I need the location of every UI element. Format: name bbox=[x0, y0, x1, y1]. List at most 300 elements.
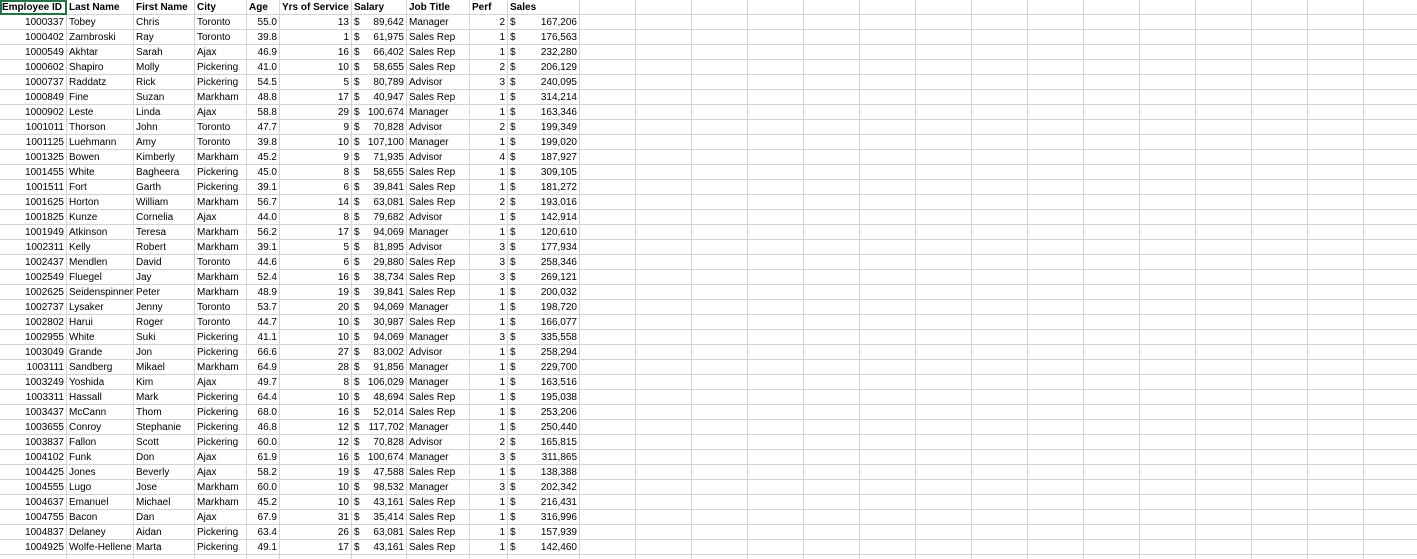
empty-cell[interactable] bbox=[748, 555, 804, 559]
empty-cell[interactable] bbox=[1252, 180, 1308, 195]
empty-cell[interactable] bbox=[1364, 495, 1417, 510]
cell-sales[interactable] bbox=[508, 390, 580, 405]
cell-sales[interactable] bbox=[508, 510, 580, 525]
empty-cell[interactable] bbox=[1308, 0, 1364, 15]
empty-cell[interactable] bbox=[1196, 150, 1252, 165]
empty-cell[interactable] bbox=[1308, 555, 1364, 559]
cell-city[interactable]: Pickering bbox=[195, 165, 247, 180]
cell-perf[interactable]: 1 bbox=[470, 465, 508, 480]
cell-age[interactable]: 63.4 bbox=[247, 525, 280, 540]
empty-cell[interactable] bbox=[1308, 510, 1364, 525]
empty-cell[interactable] bbox=[1196, 480, 1252, 495]
empty-cell[interactable] bbox=[1364, 90, 1417, 105]
empty-cell[interactable] bbox=[1308, 465, 1364, 480]
empty-cell[interactable] bbox=[1140, 135, 1196, 150]
cell-salary[interactable] bbox=[352, 285, 407, 300]
empty-cell[interactable] bbox=[1084, 480, 1140, 495]
cell-job-title[interactable]: Advisor bbox=[407, 240, 470, 255]
empty-cell[interactable] bbox=[636, 195, 692, 210]
empty-cell[interactable] bbox=[580, 450, 636, 465]
cell-yrs-of-service[interactable]: 10 bbox=[280, 315, 352, 330]
empty-cell[interactable] bbox=[804, 450, 860, 465]
cell-yrs-of-service[interactable]: 12 bbox=[280, 420, 352, 435]
empty-cell[interactable] bbox=[1308, 240, 1364, 255]
empty-cell[interactable] bbox=[580, 75, 636, 90]
empty-cell[interactable] bbox=[1196, 165, 1252, 180]
cell-first-name[interactable]: Bagheera bbox=[134, 165, 195, 180]
cell-first-name[interactable]: Michael bbox=[134, 495, 195, 510]
cell-city[interactable]: Toronto bbox=[195, 15, 247, 30]
cell-yrs-of-service[interactable]: 10 bbox=[280, 480, 352, 495]
empty-cell[interactable] bbox=[804, 285, 860, 300]
cell-first-name[interactable]: Kim bbox=[134, 375, 195, 390]
empty-cell[interactable] bbox=[636, 225, 692, 240]
cell-first-name[interactable]: William bbox=[134, 195, 195, 210]
empty-cell[interactable] bbox=[1196, 300, 1252, 315]
empty-cell[interactable] bbox=[1252, 240, 1308, 255]
empty-cell[interactable] bbox=[636, 60, 692, 75]
empty-cell[interactable] bbox=[1364, 345, 1417, 360]
cell-age[interactable]: 55.0 bbox=[247, 15, 280, 30]
cell-first-name[interactable]: Chris bbox=[134, 15, 195, 30]
empty-cell[interactable] bbox=[916, 0, 972, 15]
header-salary[interactable]: Salary bbox=[352, 0, 407, 15]
cell-first-name[interactable] bbox=[134, 555, 195, 559]
empty-cell[interactable] bbox=[1140, 60, 1196, 75]
empty-cell[interactable] bbox=[1364, 60, 1417, 75]
cell-salary[interactable] bbox=[352, 150, 407, 165]
cell-perf[interactable]: 1 bbox=[470, 315, 508, 330]
cell-job-title[interactable]: Manager bbox=[407, 480, 470, 495]
cell-salary[interactable] bbox=[352, 165, 407, 180]
empty-cell[interactable] bbox=[636, 75, 692, 90]
empty-cell[interactable] bbox=[1252, 300, 1308, 315]
empty-cell[interactable] bbox=[1084, 315, 1140, 330]
cell-perf[interactable]: 1 bbox=[470, 105, 508, 120]
empty-cell[interactable] bbox=[1252, 60, 1308, 75]
cell-city[interactable]: Toronto bbox=[195, 30, 247, 45]
empty-cell[interactable] bbox=[692, 330, 748, 345]
empty-cell[interactable] bbox=[580, 90, 636, 105]
cell-perf[interactable]: 1 bbox=[470, 90, 508, 105]
empty-cell[interactable] bbox=[748, 420, 804, 435]
empty-cell[interactable] bbox=[1252, 90, 1308, 105]
empty-cell[interactable] bbox=[580, 285, 636, 300]
cell-city[interactable]: Ajax bbox=[195, 375, 247, 390]
cell-job-title[interactable]: Manager bbox=[407, 375, 470, 390]
empty-cell[interactable] bbox=[1252, 375, 1308, 390]
empty-cell[interactable] bbox=[580, 525, 636, 540]
empty-cell[interactable] bbox=[636, 105, 692, 120]
empty-cell[interactable] bbox=[1140, 150, 1196, 165]
empty-cell[interactable] bbox=[748, 450, 804, 465]
cell-last-name[interactable]: Fallon bbox=[67, 435, 134, 450]
empty-cell[interactable] bbox=[1308, 330, 1364, 345]
cell-yrs-of-service[interactable]: 20 bbox=[280, 300, 352, 315]
empty-cell[interactable] bbox=[1028, 405, 1084, 420]
cell-city[interactable]: Ajax bbox=[195, 450, 247, 465]
empty-cell[interactable] bbox=[692, 60, 748, 75]
cell-employee-id[interactable]: 1004837 bbox=[0, 525, 67, 540]
empty-cell[interactable] bbox=[636, 255, 692, 270]
empty-cell[interactable] bbox=[804, 435, 860, 450]
empty-cell[interactable] bbox=[1252, 555, 1308, 559]
empty-cell[interactable] bbox=[1364, 390, 1417, 405]
cell-first-name[interactable]: Rick bbox=[134, 75, 195, 90]
empty-cell[interactable] bbox=[1140, 195, 1196, 210]
cell-city[interactable]: Toronto bbox=[195, 135, 247, 150]
empty-cell[interactable] bbox=[748, 0, 804, 15]
empty-cell[interactable] bbox=[580, 225, 636, 240]
cell-job-title[interactable]: Manager bbox=[407, 420, 470, 435]
cell-perf[interactable]: 2 bbox=[470, 435, 508, 450]
empty-cell[interactable] bbox=[748, 480, 804, 495]
empty-cell[interactable] bbox=[1364, 405, 1417, 420]
empty-cell[interactable] bbox=[1140, 0, 1196, 15]
empty-cell[interactable] bbox=[916, 525, 972, 540]
empty-cell[interactable] bbox=[860, 480, 916, 495]
empty-cell[interactable] bbox=[804, 360, 860, 375]
empty-cell[interactable] bbox=[1364, 480, 1417, 495]
empty-cell[interactable] bbox=[1140, 225, 1196, 240]
empty-cell[interactable] bbox=[692, 15, 748, 30]
empty-cell[interactable] bbox=[580, 240, 636, 255]
cell-age[interactable]: 60.0 bbox=[247, 480, 280, 495]
empty-cell[interactable] bbox=[1140, 120, 1196, 135]
empty-cell[interactable] bbox=[1308, 15, 1364, 30]
empty-cell[interactable] bbox=[1308, 390, 1364, 405]
cell-first-name[interactable]: Garth bbox=[134, 180, 195, 195]
empty-cell[interactable] bbox=[1028, 90, 1084, 105]
empty-cell[interactable] bbox=[1140, 90, 1196, 105]
empty-cell[interactable] bbox=[692, 375, 748, 390]
cell-job-title[interactable]: Advisor bbox=[407, 120, 470, 135]
cell-age[interactable]: 54.5 bbox=[247, 75, 280, 90]
cell-job-title[interactable]: Sales Rep bbox=[407, 60, 470, 75]
empty-cell[interactable] bbox=[1140, 360, 1196, 375]
empty-cell[interactable] bbox=[1140, 495, 1196, 510]
empty-cell[interactable] bbox=[580, 180, 636, 195]
empty-cell[interactable] bbox=[748, 285, 804, 300]
cell-last-name[interactable]: Leste bbox=[67, 105, 134, 120]
cell-sales[interactable] bbox=[508, 240, 580, 255]
cell-first-name[interactable]: Roger bbox=[134, 315, 195, 330]
cell-employee-id[interactable]: 1000737 bbox=[0, 75, 67, 90]
empty-cell[interactable] bbox=[972, 300, 1028, 315]
cell-age[interactable]: 41.1 bbox=[247, 330, 280, 345]
cell-city[interactable]: Toronto bbox=[195, 255, 247, 270]
empty-cell[interactable] bbox=[1140, 375, 1196, 390]
empty-cell[interactable] bbox=[1252, 45, 1308, 60]
cell-salary[interactable] bbox=[352, 555, 407, 559]
empty-cell[interactable] bbox=[748, 240, 804, 255]
cell-perf[interactable]: 2 bbox=[470, 15, 508, 30]
cell-salary[interactable] bbox=[352, 480, 407, 495]
empty-cell[interactable] bbox=[580, 0, 636, 15]
empty-cell[interactable] bbox=[1308, 195, 1364, 210]
empty-cell[interactable] bbox=[1364, 270, 1417, 285]
empty-cell[interactable] bbox=[1308, 75, 1364, 90]
empty-cell[interactable] bbox=[972, 450, 1028, 465]
cell-salary[interactable] bbox=[352, 540, 407, 555]
cell-first-name[interactable]: Jenny bbox=[134, 300, 195, 315]
empty-cell[interactable] bbox=[692, 510, 748, 525]
empty-cell[interactable] bbox=[860, 165, 916, 180]
empty-cell[interactable] bbox=[1084, 60, 1140, 75]
empty-cell[interactable] bbox=[692, 120, 748, 135]
empty-cell[interactable] bbox=[1196, 525, 1252, 540]
cell-sales[interactable] bbox=[508, 210, 580, 225]
empty-cell[interactable] bbox=[972, 480, 1028, 495]
empty-cell[interactable] bbox=[692, 105, 748, 120]
empty-cell[interactable] bbox=[748, 255, 804, 270]
empty-cell[interactable] bbox=[636, 360, 692, 375]
empty-cell[interactable] bbox=[748, 315, 804, 330]
empty-cell[interactable] bbox=[1084, 450, 1140, 465]
empty-cell[interactable] bbox=[916, 420, 972, 435]
cell-perf[interactable]: 1 bbox=[470, 525, 508, 540]
empty-cell[interactable] bbox=[860, 330, 916, 345]
empty-cell[interactable] bbox=[1084, 495, 1140, 510]
empty-cell[interactable] bbox=[1140, 15, 1196, 30]
cell-job-title[interactable]: Advisor bbox=[407, 150, 470, 165]
empty-cell[interactable] bbox=[1084, 45, 1140, 60]
cell-yrs-of-service[interactable]: 17 bbox=[280, 540, 352, 555]
cell-yrs-of-service[interactable]: 1 bbox=[280, 30, 352, 45]
empty-cell[interactable] bbox=[1196, 285, 1252, 300]
cell-first-name[interactable]: Cornelia bbox=[134, 210, 195, 225]
cell-city[interactable]: Pickering bbox=[195, 405, 247, 420]
empty-cell[interactable] bbox=[636, 300, 692, 315]
cell-city[interactable]: Ajax bbox=[195, 210, 247, 225]
empty-cell[interactable] bbox=[1364, 555, 1417, 559]
empty-cell[interactable] bbox=[1140, 390, 1196, 405]
cell-city[interactable]: Markham bbox=[195, 360, 247, 375]
cell-employee-id[interactable]: 1001325 bbox=[0, 150, 67, 165]
empty-cell[interactable] bbox=[916, 435, 972, 450]
empty-cell[interactable] bbox=[636, 330, 692, 345]
empty-cell[interactable] bbox=[860, 105, 916, 120]
empty-cell[interactable] bbox=[916, 315, 972, 330]
empty-cell[interactable] bbox=[860, 90, 916, 105]
empty-cell[interactable] bbox=[748, 360, 804, 375]
cell-employee-id[interactable]: 1000549 bbox=[0, 45, 67, 60]
empty-cell[interactable] bbox=[1196, 375, 1252, 390]
empty-cell[interactable] bbox=[692, 165, 748, 180]
empty-cell[interactable] bbox=[860, 75, 916, 90]
cell-employee-id[interactable]: 1001625 bbox=[0, 195, 67, 210]
empty-cell[interactable] bbox=[580, 360, 636, 375]
empty-cell[interactable] bbox=[860, 420, 916, 435]
cell-perf[interactable]: 1 bbox=[470, 360, 508, 375]
empty-cell[interactable] bbox=[1196, 495, 1252, 510]
empty-cell[interactable] bbox=[1364, 300, 1417, 315]
cell-perf[interactable]: 2 bbox=[470, 195, 508, 210]
empty-cell[interactable] bbox=[804, 75, 860, 90]
cell-city[interactable]: Toronto bbox=[195, 300, 247, 315]
empty-cell[interactable] bbox=[636, 390, 692, 405]
cell-last-name[interactable]: Conroy bbox=[67, 420, 134, 435]
empty-cell[interactable] bbox=[1196, 30, 1252, 45]
cell-salary[interactable] bbox=[352, 210, 407, 225]
empty-cell[interactable] bbox=[972, 135, 1028, 150]
empty-cell[interactable] bbox=[692, 405, 748, 420]
cell-salary[interactable] bbox=[352, 465, 407, 480]
empty-cell[interactable] bbox=[692, 135, 748, 150]
cell-perf[interactable] bbox=[470, 555, 508, 559]
cell-sales[interactable] bbox=[508, 555, 580, 559]
cell-perf[interactable]: 1 bbox=[470, 375, 508, 390]
empty-cell[interactable] bbox=[860, 15, 916, 30]
empty-cell[interactable] bbox=[1140, 405, 1196, 420]
header-sales[interactable]: Sales bbox=[508, 0, 580, 15]
cell-salary[interactable] bbox=[352, 90, 407, 105]
cell-job-title[interactable] bbox=[407, 555, 470, 559]
empty-cell[interactable] bbox=[916, 15, 972, 30]
cell-age[interactable]: 56.7 bbox=[247, 195, 280, 210]
header-job-title[interactable]: Job Title bbox=[407, 0, 470, 15]
cell-sales[interactable] bbox=[508, 540, 580, 555]
cell-job-title[interactable]: Advisor bbox=[407, 345, 470, 360]
empty-cell[interactable] bbox=[860, 120, 916, 135]
cell-sales[interactable] bbox=[508, 255, 580, 270]
empty-cell[interactable] bbox=[1252, 135, 1308, 150]
empty-cell[interactable] bbox=[636, 120, 692, 135]
empty-cell[interactable] bbox=[972, 45, 1028, 60]
empty-cell[interactable] bbox=[1084, 0, 1140, 15]
cell-sales[interactable] bbox=[508, 75, 580, 90]
empty-cell[interactable] bbox=[804, 225, 860, 240]
cell-first-name[interactable]: Jose bbox=[134, 480, 195, 495]
empty-cell[interactable] bbox=[1308, 495, 1364, 510]
empty-cell[interactable] bbox=[860, 60, 916, 75]
empty-cell[interactable] bbox=[692, 360, 748, 375]
cell-job-title[interactable]: Manager bbox=[407, 450, 470, 465]
empty-cell[interactable] bbox=[748, 525, 804, 540]
empty-cell[interactable] bbox=[1196, 135, 1252, 150]
cell-sales[interactable] bbox=[508, 375, 580, 390]
empty-cell[interactable] bbox=[692, 435, 748, 450]
cell-age[interactable]: 48.9 bbox=[247, 285, 280, 300]
cell-job-title[interactable]: Sales Rep bbox=[407, 405, 470, 420]
cell-job-title[interactable]: Sales Rep bbox=[407, 270, 470, 285]
header-employee-id[interactable]: Employee ID bbox=[0, 0, 67, 15]
cell-employee-id[interactable]: 1003655 bbox=[0, 420, 67, 435]
cell-first-name[interactable]: Linda bbox=[134, 105, 195, 120]
empty-cell[interactable] bbox=[1140, 240, 1196, 255]
empty-cell[interactable] bbox=[916, 45, 972, 60]
cell-employee-id[interactable]: 1002625 bbox=[0, 285, 67, 300]
empty-cell[interactable] bbox=[1028, 360, 1084, 375]
empty-cell[interactable] bbox=[1140, 555, 1196, 559]
cell-yrs-of-service[interactable] bbox=[280, 555, 352, 559]
empty-cell[interactable] bbox=[1364, 15, 1417, 30]
cell-perf[interactable]: 1 bbox=[470, 180, 508, 195]
cell-age[interactable]: 45.0 bbox=[247, 165, 280, 180]
empty-cell[interactable] bbox=[972, 0, 1028, 15]
empty-cell[interactable] bbox=[1028, 75, 1084, 90]
empty-cell[interactable] bbox=[1364, 225, 1417, 240]
empty-cell[interactable] bbox=[916, 255, 972, 270]
empty-cell[interactable] bbox=[1084, 30, 1140, 45]
cell-salary[interactable] bbox=[352, 420, 407, 435]
empty-cell[interactable] bbox=[748, 45, 804, 60]
cell-perf[interactable]: 2 bbox=[470, 120, 508, 135]
empty-cell[interactable] bbox=[692, 225, 748, 240]
empty-cell[interactable] bbox=[580, 195, 636, 210]
cell-job-title[interactable]: Advisor bbox=[407, 210, 470, 225]
cell-sales[interactable] bbox=[508, 225, 580, 240]
cell-last-name[interactable]: Atkinson bbox=[67, 225, 134, 240]
cell-employee-id[interactable]: 1003311 bbox=[0, 390, 67, 405]
cell-last-name[interactable]: Mendlen bbox=[67, 255, 134, 270]
empty-cell[interactable] bbox=[1028, 525, 1084, 540]
empty-cell[interactable] bbox=[636, 240, 692, 255]
header-yrs-of-service[interactable]: Yrs of Service bbox=[280, 0, 352, 15]
empty-cell[interactable] bbox=[804, 0, 860, 15]
cell-job-title[interactable]: Sales Rep bbox=[407, 390, 470, 405]
empty-cell[interactable] bbox=[916, 555, 972, 559]
empty-cell[interactable] bbox=[1308, 405, 1364, 420]
empty-cell[interactable] bbox=[804, 195, 860, 210]
cell-last-name[interactable]: Horton bbox=[67, 195, 134, 210]
empty-cell[interactable] bbox=[1084, 510, 1140, 525]
empty-cell[interactable] bbox=[636, 345, 692, 360]
empty-cell[interactable] bbox=[636, 150, 692, 165]
cell-sales[interactable] bbox=[508, 315, 580, 330]
empty-cell[interactable] bbox=[804, 255, 860, 270]
empty-cell[interactable] bbox=[692, 240, 748, 255]
cell-yrs-of-service[interactable]: 16 bbox=[280, 45, 352, 60]
cell-salary[interactable] bbox=[352, 240, 407, 255]
cell-job-title[interactable]: Manager bbox=[407, 105, 470, 120]
empty-cell[interactable] bbox=[1196, 450, 1252, 465]
empty-cell[interactable] bbox=[972, 420, 1028, 435]
empty-cell[interactable] bbox=[1364, 240, 1417, 255]
cell-first-name[interactable]: Suki bbox=[134, 330, 195, 345]
empty-cell[interactable] bbox=[1140, 345, 1196, 360]
empty-cell[interactable] bbox=[1140, 330, 1196, 345]
cell-perf[interactable]: 3 bbox=[470, 255, 508, 270]
cell-salary[interactable] bbox=[352, 30, 407, 45]
empty-cell[interactable] bbox=[804, 15, 860, 30]
empty-cell[interactable] bbox=[1084, 165, 1140, 180]
empty-cell[interactable] bbox=[804, 390, 860, 405]
empty-cell[interactable] bbox=[692, 270, 748, 285]
cell-yrs-of-service[interactable]: 10 bbox=[280, 390, 352, 405]
cell-employee-id[interactable]: 1004102 bbox=[0, 450, 67, 465]
empty-cell[interactable] bbox=[1196, 345, 1252, 360]
empty-cell[interactable] bbox=[748, 375, 804, 390]
empty-cell[interactable] bbox=[1084, 270, 1140, 285]
empty-cell[interactable] bbox=[916, 210, 972, 225]
empty-cell[interactable] bbox=[972, 180, 1028, 195]
empty-cell[interactable] bbox=[1308, 60, 1364, 75]
empty-cell[interactable] bbox=[972, 225, 1028, 240]
empty-cell[interactable] bbox=[916, 180, 972, 195]
cell-age[interactable]: 48.8 bbox=[247, 90, 280, 105]
empty-cell[interactable] bbox=[1028, 480, 1084, 495]
cell-job-title[interactable]: Manager bbox=[407, 330, 470, 345]
cell-city[interactable]: Pickering bbox=[195, 60, 247, 75]
empty-cell[interactable] bbox=[1196, 390, 1252, 405]
empty-cell[interactable] bbox=[1364, 150, 1417, 165]
cell-last-name[interactable]: Seidenspinner bbox=[69, 287, 133, 298]
empty-cell[interactable] bbox=[1028, 0, 1084, 15]
cell-age[interactable]: 39.1 bbox=[247, 240, 280, 255]
empty-cell[interactable] bbox=[1084, 120, 1140, 135]
empty-cell[interactable] bbox=[636, 480, 692, 495]
